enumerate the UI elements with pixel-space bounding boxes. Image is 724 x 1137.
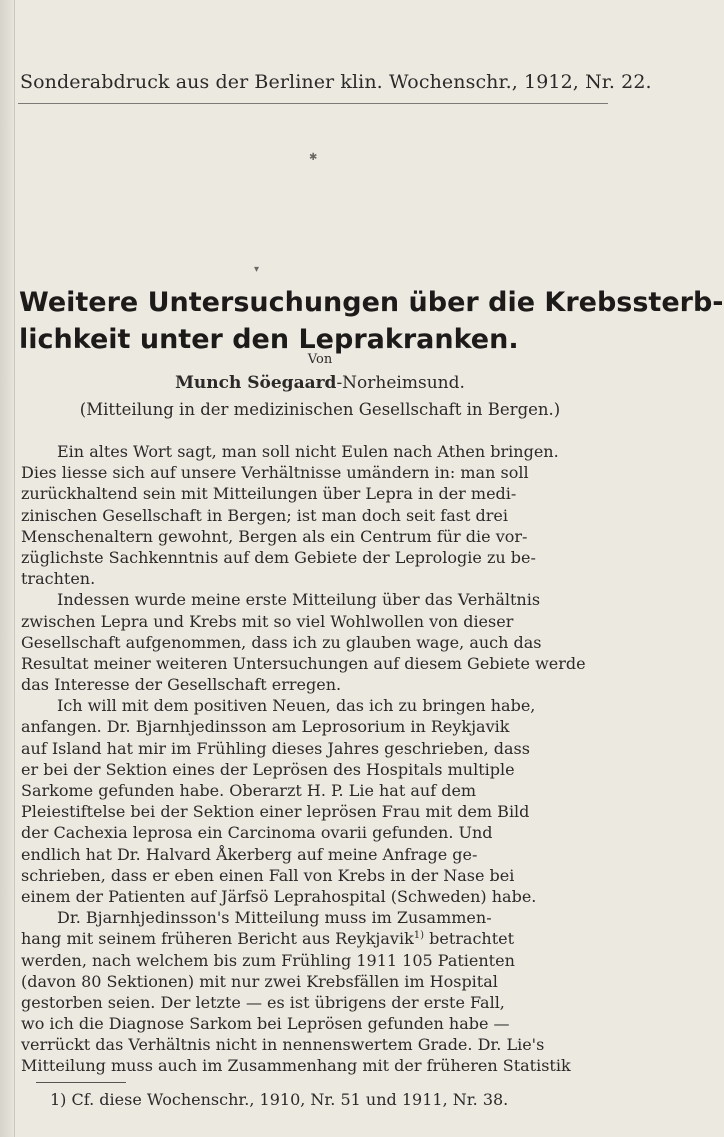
- author-name: Munch Söegaard: [175, 373, 337, 393]
- body-line-text: gestorben seien. Der letzte — es ist übrigens der erste Fall,: [21, 992, 505, 1012]
- body-line: [21, 865, 609, 886]
- body-line-text: züglichste Sachkenntnis auf dem Gebiete der Leprologie zu be-: [21, 547, 536, 567]
- body-line-text: Menschenaltern gewohnt, Bergen als ein Centrum für die vor-: [21, 526, 528, 546]
- body-line: [21, 716, 609, 737]
- body-line-text: Mitteilung muss auch im Zusammenhang mit der früheren Statistik: [21, 1056, 571, 1076]
- body-line: [21, 822, 609, 843]
- footnote-rule: [36, 1082, 126, 1083]
- body-line-text: Ein altes Wort sagt, man soll nicht Eulen nach Athen bringen.: [57, 442, 559, 461]
- body-line: [21, 611, 609, 632]
- body-line-text: er bei der Sektion eines der Leprösen des Hospitals multiple: [21, 759, 515, 779]
- body-line-text: Indessen wurde meine erste Mitteilung über das Verhältnis: [57, 590, 541, 610]
- body-line: [21, 907, 609, 928]
- body-line: [21, 526, 609, 547]
- body-line: [21, 483, 609, 504]
- body-line-text: zurückhaltend sein mit Mitteilungen über Lepra in der medi-: [21, 484, 517, 504]
- body-line-text: einem der Patienten auf Järfsö Leprahospital (Schweden) habe.: [21, 886, 537, 906]
- body-line-text: verrückt das Verhältnis nicht in nennenswertem Grade. Dr. Lie's: [21, 1035, 545, 1055]
- body-line-text: zinischen Gesellschaft in Bergen; ist man doch seit fast drei: [21, 505, 508, 525]
- print-mark-icon: ✱: [309, 152, 318, 163]
- body-line: [21, 950, 609, 971]
- title-line-2: lichkeit unter den Leprakranken.: [19, 324, 519, 355]
- body-line-text: schrieben, dass er eben einen Fall von Krebs in der Nase bei: [21, 865, 515, 885]
- body-line-text: trachten.: [21, 569, 96, 589]
- author: [0, 373, 640, 393]
- byline-von: Von: [307, 352, 333, 367]
- body-line: [21, 589, 609, 610]
- body-line-text: (davon 80 Sektionen) mit nur zwei Krebsfällen im Hospital: [21, 971, 498, 991]
- body-line-text: Dr. Bjarnhjedinsson's Mitteilung muss im Zusammen-: [57, 908, 492, 928]
- body-line-text: Gesellschaft aufgenommen, dass ich zu glauben wage, auch das: [21, 632, 542, 652]
- body-line: [21, 759, 609, 780]
- running-header: Sonderabdruck aus der Berliner klin. Wochenschr., 1912, Nr. 22.: [20, 71, 652, 93]
- subtitle: (Mitteilung in der medizinischen Gesellschaft in Bergen.): [79, 400, 561, 419]
- body-line-text: Resultat meiner weiteren Untersuchungen auf diesem Gebiete werde: [21, 653, 586, 673]
- body-line: [21, 801, 609, 822]
- body-line-text: endlich hat Dr. Halvard Åkerberg auf meine Anfrage ge-: [21, 844, 478, 864]
- body-line: [21, 992, 609, 1013]
- body-line: [21, 632, 609, 653]
- body-line-text: hang mit seinem früheren Bericht aus Reykjavik: [21, 929, 414, 949]
- body-line: [21, 505, 609, 526]
- body-line: [21, 674, 609, 695]
- body-line: [21, 928, 609, 949]
- body-text: [21, 441, 609, 1077]
- body-line: [21, 1034, 609, 1055]
- body-line: [21, 844, 609, 865]
- body-line: [21, 695, 609, 716]
- body-line: [21, 738, 609, 759]
- body-line: [21, 441, 609, 462]
- body-line-text: das Interesse der Gesellschaft erregen.: [21, 675, 342, 695]
- body-line-text: anfangen. Dr. Bjarnhjedinsson am Leprosorium in Reykjavik: [21, 717, 510, 737]
- body-line: [21, 462, 609, 483]
- body-line: [21, 568, 609, 589]
- body-line-text: der Cachexia leprosa ein Carcinoma ovarii gefunden. Und: [21, 823, 493, 843]
- body-line-text: auf Island hat mir im Frühling dieses Jahres geschrieben, dass: [21, 738, 530, 758]
- body-line-text: werden, nach welchem bis zum Frühling 1911 105 Patienten: [21, 950, 515, 970]
- body-line-text: zwischen Lepra und Krebs mit so viel Wohlwollen von dieser: [21, 611, 514, 631]
- footnote-marker: 1): [413, 930, 425, 942]
- body-line: [21, 780, 609, 801]
- header-rule: [18, 103, 608, 104]
- body-line: [21, 1013, 609, 1034]
- footnote: 1) Cf. diese Wochenschr., 1910, Nr. 51 und 1911, Nr. 38.: [50, 1090, 509, 1109]
- body-line-text: Dies liesse sich auf unsere Verhältnisse umändern in: man soll: [21, 463, 529, 483]
- body-line: [21, 886, 609, 907]
- binding-gutter: [0, 0, 15, 1137]
- body-line: [21, 1055, 609, 1076]
- body-line-text-after: betrachtet: [424, 929, 515, 949]
- print-mark-icon-2: ▾: [254, 264, 260, 275]
- body-line-text: Ich will mit dem positiven Neuen, das ich zu bringen habe,: [57, 696, 536, 716]
- article-title: [19, 284, 724, 358]
- body-line-text: wo ich die Diagnose Sarkom bei Leprösen gefunden habe —: [21, 1014, 510, 1034]
- body-line: [21, 653, 609, 674]
- body-line: [21, 971, 609, 992]
- author-place: -Norheimsund.: [336, 373, 465, 393]
- body-line-text: Pleiestiftelse bei der Sektion einer leprösen Frau mit dem Bild: [21, 802, 530, 822]
- body-line: [21, 547, 609, 568]
- title-line-1: Weitere Untersuchungen über die Krebssterb-: [19, 287, 724, 318]
- body-line-text: Sarkome gefunden habe. Oberarzt H. P. Lie hat auf dem: [21, 781, 477, 800]
